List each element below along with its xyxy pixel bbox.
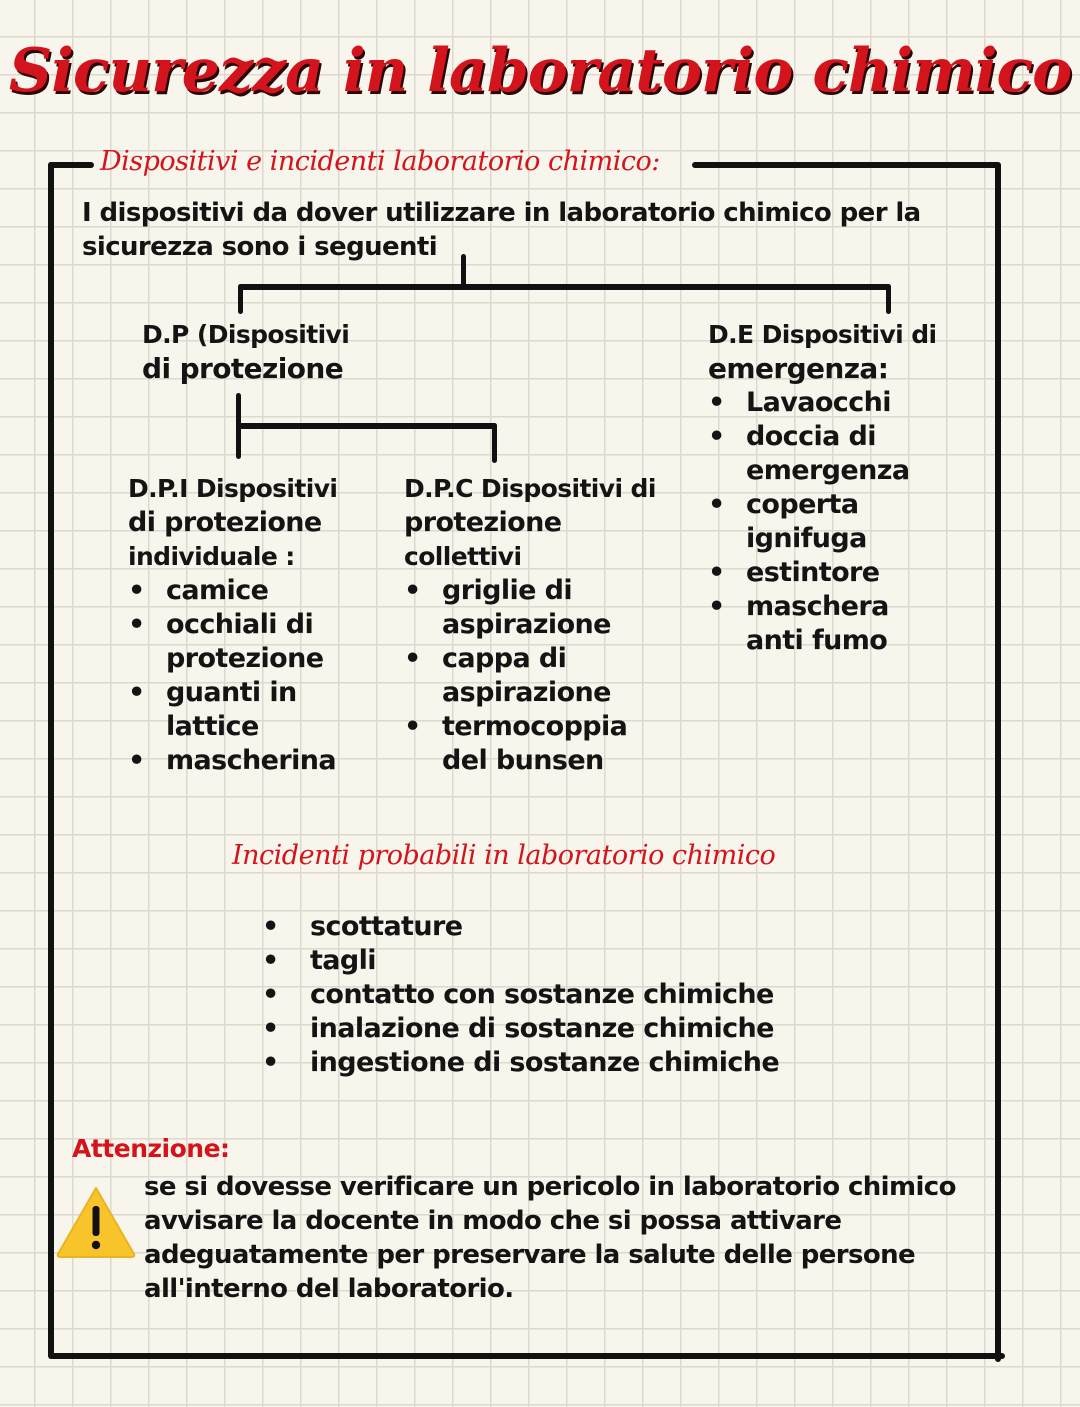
- de-list: [708, 386, 988, 658]
- dp-label-2: di protezione: [142, 352, 344, 385]
- list-item: • cappa di aspirazione: [404, 643, 611, 708]
- de-label-1: D.E Dispositivi di: [708, 320, 937, 349]
- incidents-list: [262, 910, 779, 1080]
- list-item: • guanti in lattice: [128, 677, 297, 742]
- list-item: • termocoppia del bunsen: [404, 711, 628, 776]
- list-item: • camice: [128, 575, 269, 606]
- intro-line-1: I dispositivi da dover utilizzare in laboratorio chimico per la: [82, 198, 921, 228]
- dpc-list: [404, 574, 674, 778]
- dpc-label-2: protezione: [404, 507, 562, 538]
- list-item: • tagli: [262, 945, 376, 976]
- list-item: • coperta ignifuga: [708, 489, 867, 554]
- list-item: • maschera anti fumo: [708, 591, 889, 656]
- list-item: • inalazione di sostanze chimiche: [262, 1013, 774, 1044]
- warning-line-2: avvisare la docente in modo che si possa attivare: [144, 1206, 842, 1236]
- intro-line-2: sicurezza sono i seguenti: [82, 232, 438, 262]
- list-item: • estintore: [708, 557, 880, 588]
- list-item: • mascherina: [128, 745, 336, 776]
- tree-node-dpc: [404, 472, 674, 778]
- list-item: • scottature: [262, 911, 463, 942]
- dpi-label-1: D.P.I Dispositivi: [128, 474, 338, 503]
- tree-node-de: [708, 318, 988, 658]
- dpc-label-1: D.P.C Dispositivi di: [404, 474, 656, 503]
- list-item: • ingestione di sostanze chimiche: [262, 1047, 780, 1078]
- section-heading: Dispositivi e incidenti laboratorio chimico:: [100, 146, 660, 177]
- page-title: Sicurezza in laboratorio chimico: [8, 36, 1072, 106]
- tree-node-dp: [142, 318, 349, 386]
- list-item: • griglie di aspirazione: [404, 575, 611, 640]
- list-item: • Lavaocchi: [708, 387, 891, 418]
- warning-text: [144, 1170, 956, 1306]
- warning-line-3: adeguatamente per preservare la salute delle persone: [144, 1240, 916, 1270]
- dp-label-1: D.P (Dispositivi: [142, 320, 350, 349]
- list-item: • doccia di emergenza: [708, 421, 910, 486]
- dpi-list: [128, 574, 388, 778]
- dpc-label-3: collettivi: [404, 542, 522, 571]
- warning-label: Attenzione:: [72, 1134, 230, 1163]
- list-item: • contatto con sostanze chimiche: [262, 979, 774, 1010]
- tree-node-dpi: [128, 472, 388, 778]
- dpi-label-3: individuale :: [128, 542, 295, 571]
- incidents-heading: Incidenti probabili in laboratorio chimico: [232, 840, 776, 871]
- warning-line-4: all'interno del laboratorio.: [144, 1274, 514, 1304]
- warning-triangle-icon: [54, 1184, 138, 1260]
- warning-line-1: se si dovesse verificare un pericolo in laboratorio chimico: [144, 1172, 956, 1202]
- dpi-label-2: di protezione: [128, 507, 322, 538]
- list-item: • occhiali di protezione: [128, 609, 324, 674]
- de-label-2: emergenza:: [708, 352, 889, 385]
